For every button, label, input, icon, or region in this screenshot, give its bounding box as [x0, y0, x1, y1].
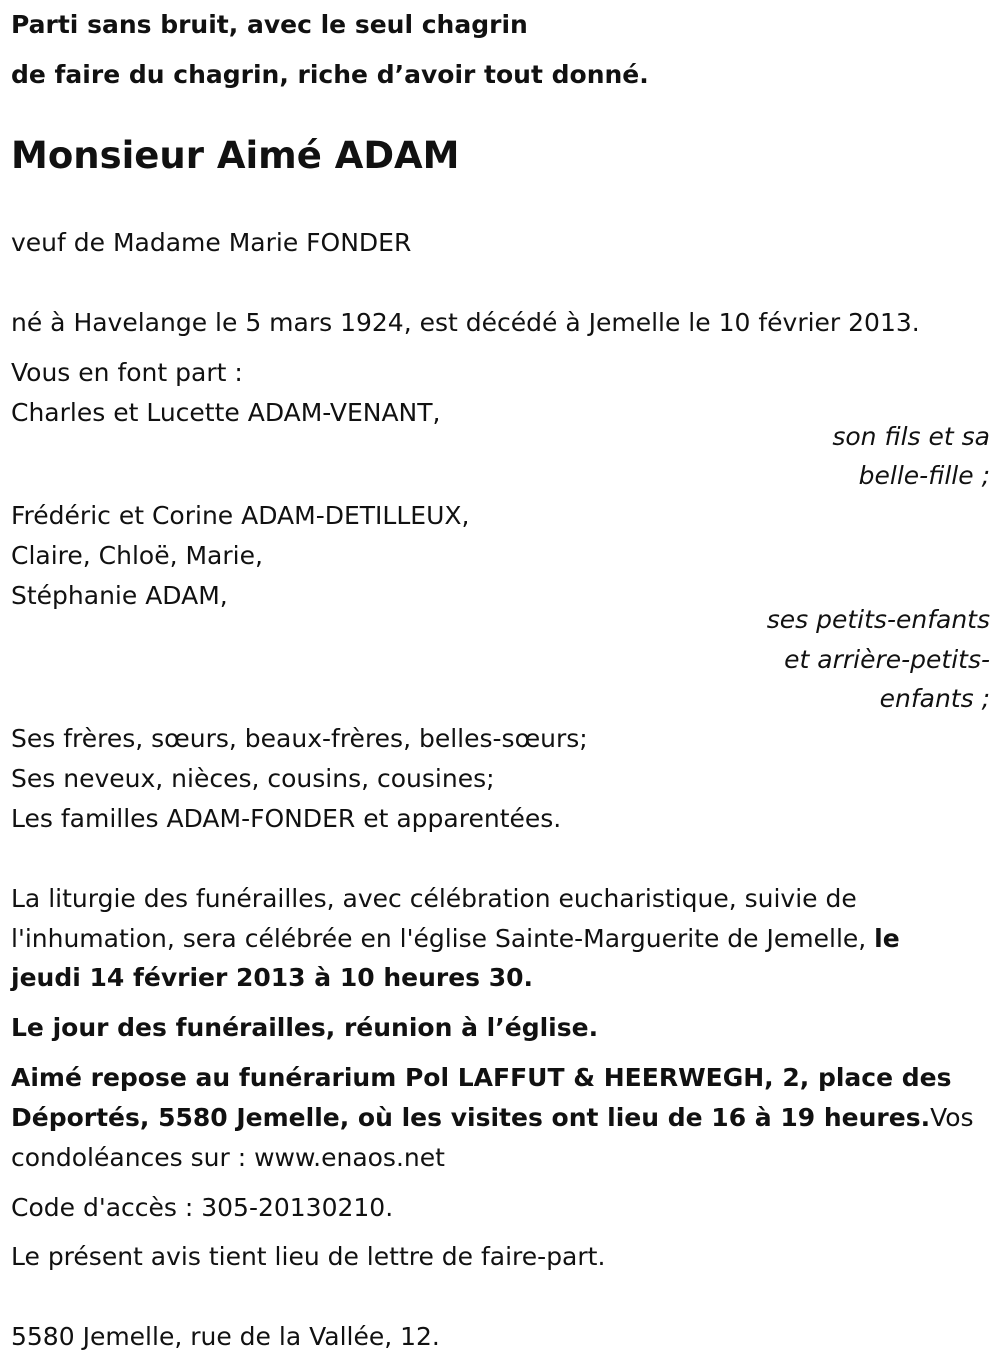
grandchildren-role-2: et arrière-petits-: [784, 645, 990, 674]
access-code-line: Code d'accès : 305-20130210.: [11, 1193, 394, 1222]
funeral-date-line: jeudi 14 février 2013 à 10 heures 30.: [11, 963, 534, 992]
funeral-line-1: La liturgie des funérailles, avec célébration eucharistique, suivie de: [11, 884, 857, 913]
rest-line-1: Aimé repose au funérarium Pol LAFFUT & HEERWEGH, 2, place des: [11, 1063, 952, 1092]
grandchildren-role-1: ses petits-enfants: [766, 605, 990, 634]
condolences-line: condoléances sur : www.enaos.net: [11, 1143, 445, 1172]
nephews-line: Ses neveux, nièces, cousins, cousines;: [11, 764, 495, 793]
widower-line: veuf de Madame Marie FONDER: [11, 228, 412, 257]
deceased-name: Monsieur Aimé ADAM: [11, 134, 460, 177]
rest-line-2: [11, 1102, 974, 1134]
families-line: Les familles ADAM-FONDER et apparentées.: [11, 804, 562, 833]
meeting-line: Le jour des funérailles, réunion à l’église.: [11, 1013, 599, 1042]
epitaph-line-2: de faire du chagrin, riche d’avoir tout donné.: [11, 60, 649, 89]
address-line: 5580 Jemelle, rue de la Vallée, 12.: [11, 1322, 440, 1351]
siblings-line: Ses frères, sœurs, beaux-frères, belles-sœurs;: [11, 724, 588, 753]
epitaph-line-1: Parti sans bruit, avec le seul chagrin: [11, 10, 528, 39]
grandchildren-3: Stéphanie ADAM,: [11, 581, 228, 610]
grandchildren-1: Frédéric et Corine ADAM-DETILLEUX,: [11, 501, 470, 530]
rest-line-2-bold: Déportés, 5580 Jemelle, où les visites ont lieu de 16 à 19 heures.: [11, 1103, 931, 1132]
son-names: Charles et Lucette ADAM-VENANT,: [11, 398, 441, 427]
notice-line: Le présent avis tient lieu de lettre de faire-part.: [11, 1242, 606, 1271]
rest-line-2-text: Vos: [930, 1103, 974, 1132]
announce-line: Vous en font part :: [11, 358, 243, 387]
grandchildren-2: Claire, Chloë, Marie,: [11, 541, 263, 570]
funeral-line-2-bold: le: [874, 924, 900, 953]
grandchildren-role-3: enfants ;: [879, 684, 990, 713]
funeral-line-2-text: l'inhumation, sera célébrée en l'église Sainte-Marguerite de Jemelle,: [11, 924, 867, 953]
son-role-2: belle-fille ;: [858, 461, 990, 490]
birth-death-line: né à Havelange le 5 mars 1924, est décédé à Jemelle le 10 février 2013.: [11, 308, 920, 337]
son-role-1: son fils et sa: [832, 422, 990, 451]
funeral-line-2: [11, 923, 900, 955]
